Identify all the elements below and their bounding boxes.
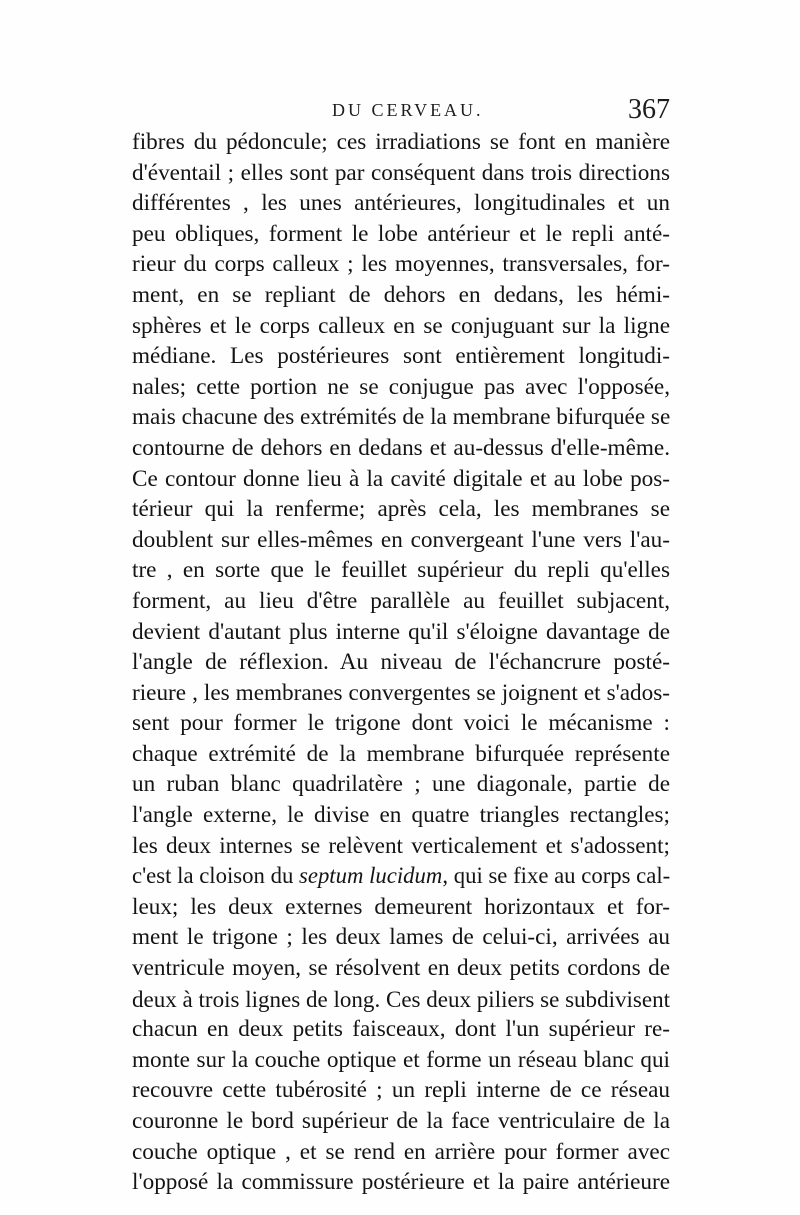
text-line: l'angle de réflexion. Au niveau de l'échancrure posté- [132,649,670,676]
text-line-with-italic [132,861,670,892]
italic-term: septum lucidum [299,863,443,889]
text-line: ment, en se repliant de dehors en dedans, les hémi- [132,281,670,308]
text-line: les deux internes se relèvent verticalement et s'adossent; [132,832,670,859]
text-line: l'opposé la commissure postérieure et la paire antérieure [132,1169,670,1196]
text-line: chacun en deux petits faisceaux, dont l'un supérieur re- [132,1016,670,1043]
text-line: mais chacune des extrémités de la membrane bifurquée se [132,404,671,431]
text-line: peu obliques, forment le lobe antérieur et le repli anté- [132,220,670,247]
text-line: Ce contour donne lieu à la cavité digitale et au lobe pos- [132,465,670,492]
text-line: chaque extrémité de la membrane bifurquée représente [132,740,670,767]
running-head [132,94,670,128]
text-line: contourne de dehors en dedans et au-dessus d'elle-même. [132,434,670,461]
text-line: ment le trigone ; les deux lames de celui-ci, arrivées au [132,924,670,951]
text-line: un ruban blanc quadrilatère ; une diagonale, partie de [132,771,670,798]
text-line: monte sur la couche optique et forme un réseau blanc qui [132,1046,670,1073]
text-line: deux à trois lignes de long. Ces deux piliers se subdivisent [132,985,670,1012]
text-line: d'éventail ; elles sont par conséquent dans trois directions [132,159,670,186]
body-text [132,127,670,1198]
text-line: sphères et le corps calleux en se conjuguant sur la ligne [132,312,670,339]
text-segment: , qui se fixe au corps cal- [442,863,671,889]
text-line: médiane. Les postérieures sont entièrement longitudi- [132,343,670,370]
running-title: DU CERVEAU. [332,100,484,120]
text-segment: c'est la cloison du [132,863,299,889]
text-line: fibres du pédoncule; ces irradiations se font en manière [132,129,670,155]
text-line: devient d'autant plus interne qu'il s'éloigne davantage de [132,618,670,645]
text-line: ventricule moyen, se résolvent en deux petits cordons de [132,955,670,982]
text-line: rieure , les membranes convergentes se joignent et s'ados- [132,679,670,706]
text-line: rieur du corps calleux ; les moyennes, transversales, for- [132,251,670,278]
text-line: différentes , les unes antérieures, longitudinales et un [132,190,670,217]
text-line: nales; cette portion ne se conjugue pas avec l'opposée, [132,373,670,400]
text-line: couche optique , et se rend en arrière pour former avec [132,1138,670,1165]
text-line: recouvre cette tubérosité ; un repli interne de ce réseau [132,1077,670,1104]
text-line: sent pour former le trigone dont voici le mécanisme : [132,710,670,737]
page-number: 367 [628,94,670,125]
text-line: couronne le bord supérieur de la face ventriculaire de la [132,1108,670,1134]
text-line: térieur qui la renferme; après cela, les membranes se [132,496,670,523]
text-line: tre , en sorte que le feuillet supérieur du repli qu'elles [132,557,670,584]
text-line: doublent sur elles-mêmes en convergeant l'une vers l'au- [132,526,670,553]
text-line: l'angle externe, le divise en quatre triangles rectangles; [132,802,670,829]
text-line: forment, au lieu d'être parallèle au feuillet subjacent, [132,587,670,614]
text-line: leux; les deux externes demeurent horizontaux et for- [132,893,670,920]
